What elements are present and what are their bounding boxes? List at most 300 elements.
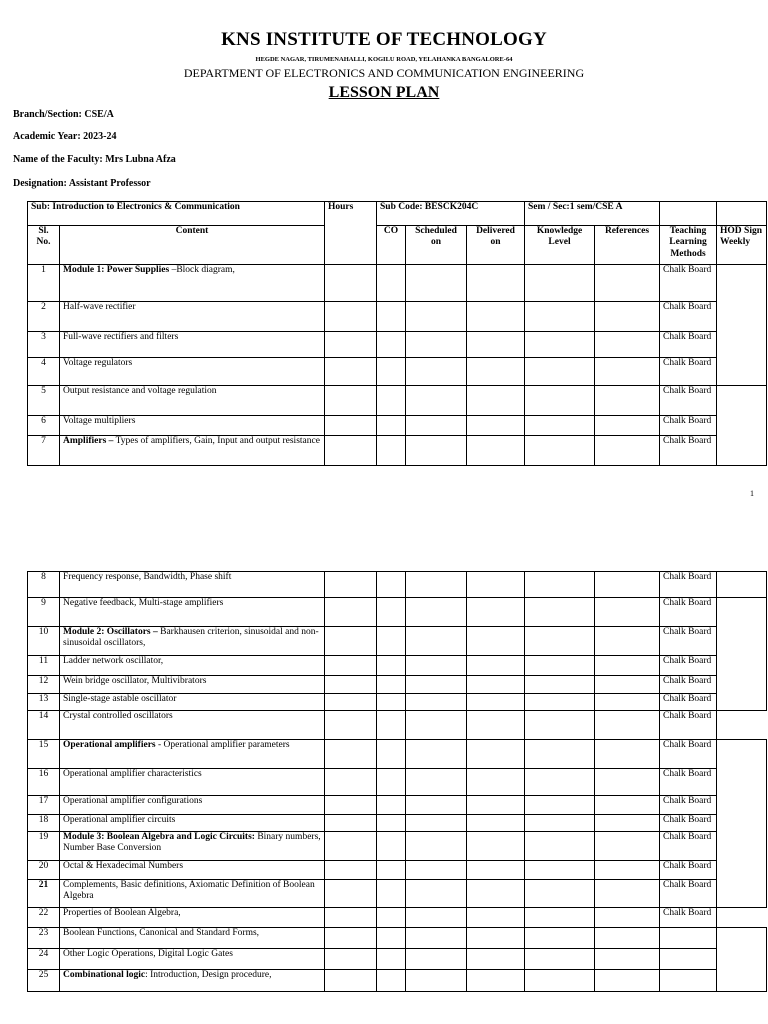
hod-sign-cell	[717, 928, 767, 992]
lesson-row	[28, 358, 767, 386]
teaching-method-cell: Chalk Board	[660, 815, 717, 832]
lesson-row	[28, 880, 767, 908]
scheduled-cell	[406, 740, 467, 769]
lesson-row	[28, 694, 767, 711]
sl-no-cell: 9	[28, 598, 60, 627]
co-cell	[377, 302, 406, 332]
topic-heading: Module 1: Power Supplies	[63, 265, 170, 275]
topic-text: Operational amplifier characteristics	[63, 769, 202, 779]
academic-year: Academic Year: 2023-24	[13, 131, 117, 142]
content-cell	[60, 598, 325, 627]
co-cell	[377, 358, 406, 386]
delivered-cell	[467, 656, 525, 676]
scheduled-cell	[406, 436, 467, 466]
hours-cell	[325, 832, 377, 861]
content-cell	[60, 572, 325, 598]
lesson-row	[28, 815, 767, 832]
designation: Designation: Assistant Professor	[13, 178, 151, 189]
knowledge-cell	[525, 332, 595, 358]
references-cell	[595, 436, 660, 466]
hours-cell	[325, 332, 377, 358]
knowledge-cell	[525, 436, 595, 466]
co-header: CO	[377, 226, 406, 265]
scheduled-cell	[406, 265, 467, 302]
sl-no-cell: 10	[28, 627, 60, 656]
topic-text: Voltage multipliers	[63, 416, 136, 426]
hours-cell	[325, 861, 377, 880]
hours-cell	[325, 880, 377, 908]
content-header: Content	[60, 226, 325, 265]
sl-no-cell: 15	[28, 740, 60, 769]
teaching-method-cell: Chalk Board	[660, 861, 717, 880]
scheduled-cell	[406, 694, 467, 711]
topic-text: Voltage regulators	[63, 358, 133, 368]
scheduled-cell	[406, 386, 467, 416]
delivered-cell	[467, 928, 525, 949]
knowledge-cell	[525, 358, 595, 386]
hod-sign-cell	[717, 740, 767, 908]
delivered-cell	[467, 815, 525, 832]
lesson-row	[28, 928, 767, 949]
scheduled-cell	[406, 332, 467, 358]
references-cell	[595, 332, 660, 358]
teaching-methods-header: Teaching Learning Methods	[660, 226, 717, 265]
co-cell	[377, 572, 406, 598]
scheduled-cell	[406, 302, 467, 332]
hours-cell	[325, 598, 377, 627]
sl-no-cell: 14	[28, 711, 60, 740]
teaching-method-cell	[660, 949, 717, 970]
topic-text: Other Logic Operations, Digital Logic Gates	[63, 949, 233, 959]
co-cell	[377, 265, 406, 302]
content-cell	[60, 908, 325, 928]
page-number: 1	[750, 489, 754, 498]
hours-cell	[325, 928, 377, 949]
delivered-cell	[467, 908, 525, 928]
hod-sign-cell	[717, 265, 767, 386]
hod-sign-cell	[717, 386, 767, 466]
content-cell	[60, 740, 325, 769]
references-cell	[595, 711, 660, 740]
teaching-method-cell: Chalk Board	[660, 740, 717, 769]
topic-text: Ladder network oscillator,	[63, 656, 164, 666]
lesson-row	[28, 656, 767, 676]
scheduled-cell	[406, 676, 467, 694]
topic-text: –Block diagram,	[169, 265, 235, 275]
hours-cell	[325, 815, 377, 832]
references-cell	[595, 627, 660, 656]
delivered-cell	[467, 880, 525, 908]
scheduled-cell	[406, 769, 467, 796]
co-cell	[377, 928, 406, 949]
knowledge-cell	[525, 572, 595, 598]
sl-no-cell: 2	[28, 302, 60, 332]
references-cell	[595, 598, 660, 627]
topic-text: Complements, Basic definitions, Axiomatic Definition of Boolean Algebra	[63, 880, 315, 902]
knowledge-cell	[525, 769, 595, 796]
topic-text: Crystal controlled oscillators	[63, 711, 173, 721]
hours-cell	[325, 970, 377, 992]
teaching-method-cell: Chalk Board	[660, 880, 717, 908]
content-cell	[60, 436, 325, 466]
sl-no-cell: 11	[28, 656, 60, 676]
teaching-method-cell: Chalk Board	[660, 908, 717, 928]
teaching-method-cell: Chalk Board	[660, 572, 717, 598]
topic-heading: Amplifiers –	[63, 436, 114, 446]
references-cell	[595, 908, 660, 928]
references-cell	[595, 796, 660, 815]
subject-code: Sub Code: BESCK204C	[377, 202, 525, 226]
delivered-cell	[467, 694, 525, 711]
content-cell	[60, 302, 325, 332]
references-cell	[595, 676, 660, 694]
sl-no-cell: 19	[28, 832, 60, 861]
content-cell	[60, 627, 325, 656]
scheduled-cell	[406, 572, 467, 598]
topic-text: Single-stage astable oscillator	[63, 694, 177, 704]
faculty-name: Name of the Faculty: Mrs Lubna Afza	[13, 154, 176, 165]
content-cell	[60, 332, 325, 358]
teaching-method-cell: Chalk Board	[660, 796, 717, 815]
document-title: LESSON PLAN	[328, 84, 440, 101]
references-cell	[595, 949, 660, 970]
lesson-plan-table-page-1	[27, 201, 767, 466]
references-cell	[595, 832, 660, 861]
scheduled-cell	[406, 832, 467, 861]
content-cell	[60, 386, 325, 416]
topic-text: Types of amplifiers, Gain, Input and output resistance	[113, 436, 320, 446]
references-cell	[595, 572, 660, 598]
sl-no-cell: 20	[28, 861, 60, 880]
subject-row	[28, 202, 767, 226]
co-cell	[377, 769, 406, 796]
content-cell	[60, 416, 325, 436]
knowledge-header: Knowledge Level	[525, 226, 595, 265]
teaching-method-cell: Chalk Board	[660, 769, 717, 796]
scheduled-cell	[406, 656, 467, 676]
sl-no-cell: 3	[28, 332, 60, 358]
co-cell	[377, 598, 406, 627]
topic-text: Properties of Boolean Algebra,	[63, 908, 181, 918]
delivered-cell	[467, 332, 525, 358]
sl-no-cell: 25	[28, 970, 60, 992]
references-cell	[595, 928, 660, 949]
scheduled-cell	[406, 949, 467, 970]
delivered-cell	[467, 796, 525, 815]
delivered-cell	[467, 970, 525, 992]
references-cell	[595, 769, 660, 796]
teaching-method-cell: Chalk Board	[660, 416, 717, 436]
knowledge-cell	[525, 832, 595, 861]
knowledge-cell	[525, 796, 595, 815]
teaching-method-cell: Chalk Board	[660, 302, 717, 332]
references-cell	[595, 861, 660, 880]
co-cell	[377, 949, 406, 970]
hod-sign-cell	[717, 572, 767, 598]
co-cell	[377, 416, 406, 436]
delivered-cell	[467, 832, 525, 861]
knowledge-cell	[525, 928, 595, 949]
teaching-method-cell: Chalk Board	[660, 265, 717, 302]
references-cell	[595, 265, 660, 302]
hod-sign-cell	[717, 598, 767, 711]
teaching-method-cell: Chalk Board	[660, 832, 717, 861]
teaching-method-cell: Chalk Board	[660, 694, 717, 711]
references-cell	[595, 416, 660, 436]
knowledge-cell	[525, 949, 595, 970]
delivered-cell	[467, 436, 525, 466]
knowledge-cell	[525, 740, 595, 769]
delivered-cell	[467, 769, 525, 796]
delivered-cell	[467, 740, 525, 769]
content-cell	[60, 970, 325, 992]
hours-cell	[325, 676, 377, 694]
scheduled-cell	[406, 711, 467, 740]
content-cell	[60, 656, 325, 676]
hours-cell	[325, 436, 377, 466]
teaching-method-cell: Chalk Board	[660, 386, 717, 416]
sl-no-cell: 7	[28, 436, 60, 466]
topic-text: Operational amplifier circuits	[63, 815, 176, 825]
knowledge-cell	[525, 386, 595, 416]
sl-no-cell: 22	[28, 908, 60, 928]
lesson-row	[28, 386, 767, 416]
hours-cell	[325, 769, 377, 796]
lesson-row	[28, 265, 767, 302]
topic-text: Operational amplifier configurations	[63, 796, 203, 806]
topic-text: Octal & Hexadecimal Numbers	[63, 861, 184, 871]
delivered-cell	[467, 302, 525, 332]
teaching-method-cell	[660, 970, 717, 992]
co-cell	[377, 386, 406, 416]
teaching-method-cell: Chalk Board	[660, 627, 717, 656]
scheduled-cell	[406, 796, 467, 815]
topic-heading: Combinational logic	[63, 970, 146, 980]
column-header-row	[28, 226, 767, 265]
delivered-header: Delivered on	[467, 226, 525, 265]
branch-section: Branch/Section: CSE/A	[13, 109, 114, 120]
scheduled-cell	[406, 416, 467, 436]
sl-no-cell: 1	[28, 265, 60, 302]
co-cell	[377, 711, 406, 740]
topic-text: Wein bridge oscillator, Multivibrators	[63, 676, 207, 686]
department-name: DEPARTMENT OF ELECTRONICS AND COMMUNICATION ENGINEERING	[183, 66, 585, 80]
co-cell	[377, 970, 406, 992]
lesson-row	[28, 711, 767, 740]
lesson-row	[28, 796, 767, 815]
scheduled-cell	[406, 928, 467, 949]
teaching-method-cell: Chalk Board	[660, 598, 717, 627]
topic-text: - Operational amplifier parameters	[155, 740, 290, 750]
topic-heading: Module 3: Boolean Algebra and Logic Circuits:	[63, 832, 255, 842]
hours-cell	[325, 358, 377, 386]
references-cell	[595, 386, 660, 416]
scheduled-cell	[406, 815, 467, 832]
topic-text: Barkhausen criterion, sinusoidal and non-sinusoidal oscillators,	[63, 627, 319, 649]
references-cell	[595, 880, 660, 908]
co-cell	[377, 861, 406, 880]
references-cell	[595, 815, 660, 832]
delivered-cell	[467, 627, 525, 656]
content-cell	[60, 832, 325, 861]
delivered-cell	[467, 949, 525, 970]
scheduled-cell	[406, 358, 467, 386]
lesson-row	[28, 769, 767, 796]
references-cell	[595, 694, 660, 711]
knowledge-cell	[525, 908, 595, 928]
institute-name: KNS INSTITUTE OF TECHNOLOGY	[221, 29, 547, 50]
hours-cell	[325, 265, 377, 302]
delivered-cell	[467, 386, 525, 416]
lesson-row	[28, 740, 767, 769]
knowledge-cell	[525, 302, 595, 332]
topic-text: Full-wave rectifiers and filters	[63, 332, 179, 342]
sl-no-cell: 17	[28, 796, 60, 815]
co-cell	[377, 815, 406, 832]
knowledge-cell	[525, 598, 595, 627]
delivered-cell	[467, 711, 525, 740]
co-cell	[377, 832, 406, 861]
lesson-row	[28, 949, 767, 970]
content-cell	[60, 711, 325, 740]
content-cell	[60, 694, 325, 711]
topic-text: Frequency response, Bandwidth, Phase shift	[63, 572, 232, 582]
content-cell	[60, 815, 325, 832]
lesson-row	[28, 861, 767, 880]
sem-section: Sem / Sec:1 sem/CSE A	[525, 202, 660, 226]
knowledge-cell	[525, 694, 595, 711]
lesson-row	[28, 832, 767, 861]
knowledge-cell	[525, 880, 595, 908]
references-cell	[595, 302, 660, 332]
co-cell	[377, 676, 406, 694]
content-cell	[60, 796, 325, 815]
sl-no-cell: 5	[28, 386, 60, 416]
sl-no-cell: 8	[28, 572, 60, 598]
hours-header: Hours	[325, 202, 377, 265]
topic-text: Boolean Functions, Canonical and Standard Forms,	[63, 928, 260, 938]
sl-no-cell: 12	[28, 676, 60, 694]
co-cell	[377, 656, 406, 676]
sl-no-cell: 18	[28, 815, 60, 832]
co-cell	[377, 880, 406, 908]
hours-cell	[325, 416, 377, 436]
knowledge-cell	[525, 970, 595, 992]
references-cell	[595, 358, 660, 386]
lesson-row	[28, 302, 767, 332]
hours-cell	[325, 796, 377, 815]
topic-text: Output resistance and voltage regulation	[63, 386, 217, 396]
topic-heading: Module 2: Oscillators –	[63, 627, 158, 637]
topic-text: : Introduction, Design procedure,	[145, 970, 272, 980]
hours-cell	[325, 694, 377, 711]
lesson-row	[28, 627, 767, 656]
teaching-method-cell: Chalk Board	[660, 676, 717, 694]
delivered-cell	[467, 676, 525, 694]
topic-text: Half-wave rectifier	[63, 302, 136, 312]
lesson-row	[28, 416, 767, 436]
references-cell	[595, 740, 660, 769]
delivered-cell	[467, 265, 525, 302]
teaching-method-cell	[660, 928, 717, 949]
lesson-row	[28, 436, 767, 466]
scheduled-cell	[406, 598, 467, 627]
lesson-row	[28, 332, 767, 358]
delivered-cell	[467, 416, 525, 436]
content-cell	[60, 769, 325, 796]
teaching-method-cell: Chalk Board	[660, 358, 717, 386]
lesson-row	[28, 908, 767, 928]
subject-name: Sub: Introduction to Electronics & Communication	[28, 202, 325, 226]
co-cell	[377, 332, 406, 358]
teaching-method-cell: Chalk Board	[660, 332, 717, 358]
teaching-method-cell: Chalk Board	[660, 711, 717, 740]
scheduled-cell	[406, 908, 467, 928]
lesson-plan-table-page-2	[27, 571, 767, 992]
teaching-method-cell: Chalk Board	[660, 436, 717, 466]
institute-address: HEGDE NAGAR, TIRUMENAHALLI, KOGILU ROAD, YELAHANKA BANGALORE-64	[255, 56, 513, 63]
content-cell	[60, 880, 325, 908]
co-cell	[377, 908, 406, 928]
knowledge-cell	[525, 656, 595, 676]
sl-no-cell: 23	[28, 928, 60, 949]
knowledge-cell	[525, 815, 595, 832]
sl-no-cell: 4	[28, 358, 60, 386]
delivered-cell	[467, 358, 525, 386]
references-cell	[595, 970, 660, 992]
delivered-cell	[467, 861, 525, 880]
scheduled-cell	[406, 861, 467, 880]
co-cell	[377, 694, 406, 711]
hod-sign-header: HOD Sign Weekly	[717, 226, 767, 265]
content-cell	[60, 676, 325, 694]
delivered-cell	[467, 598, 525, 627]
hours-cell	[325, 908, 377, 928]
references-header: References	[595, 226, 660, 265]
scheduled-cell	[406, 627, 467, 656]
content-cell	[60, 928, 325, 949]
lesson-row	[28, 598, 767, 627]
content-cell	[60, 358, 325, 386]
lesson-row	[28, 676, 767, 694]
knowledge-cell	[525, 265, 595, 302]
co-cell	[377, 627, 406, 656]
topic-text: Binary numbers, Number Base Conversion	[63, 832, 321, 854]
scheduled-cell	[406, 880, 467, 908]
references-cell	[595, 656, 660, 676]
sl-no-header: Sl. No.	[28, 226, 60, 265]
hours-cell	[325, 740, 377, 769]
knowledge-cell	[525, 676, 595, 694]
sl-no-cell: 6	[28, 416, 60, 436]
sl-no-cell: 13	[28, 694, 60, 711]
knowledge-cell	[525, 627, 595, 656]
hours-cell	[325, 711, 377, 740]
knowledge-cell	[525, 711, 595, 740]
sl-no-cell: 24	[28, 949, 60, 970]
topic-text: Negative feedback, Multi-stage amplifiers	[63, 598, 224, 608]
co-cell	[377, 436, 406, 466]
lesson-row	[28, 970, 767, 992]
content-cell	[60, 949, 325, 970]
content-cell	[60, 265, 325, 302]
knowledge-cell	[525, 416, 595, 436]
sl-no-cell: 21	[28, 880, 60, 908]
co-cell	[377, 740, 406, 769]
hours-cell	[325, 949, 377, 970]
lesson-row	[28, 572, 767, 598]
delivered-cell	[467, 572, 525, 598]
